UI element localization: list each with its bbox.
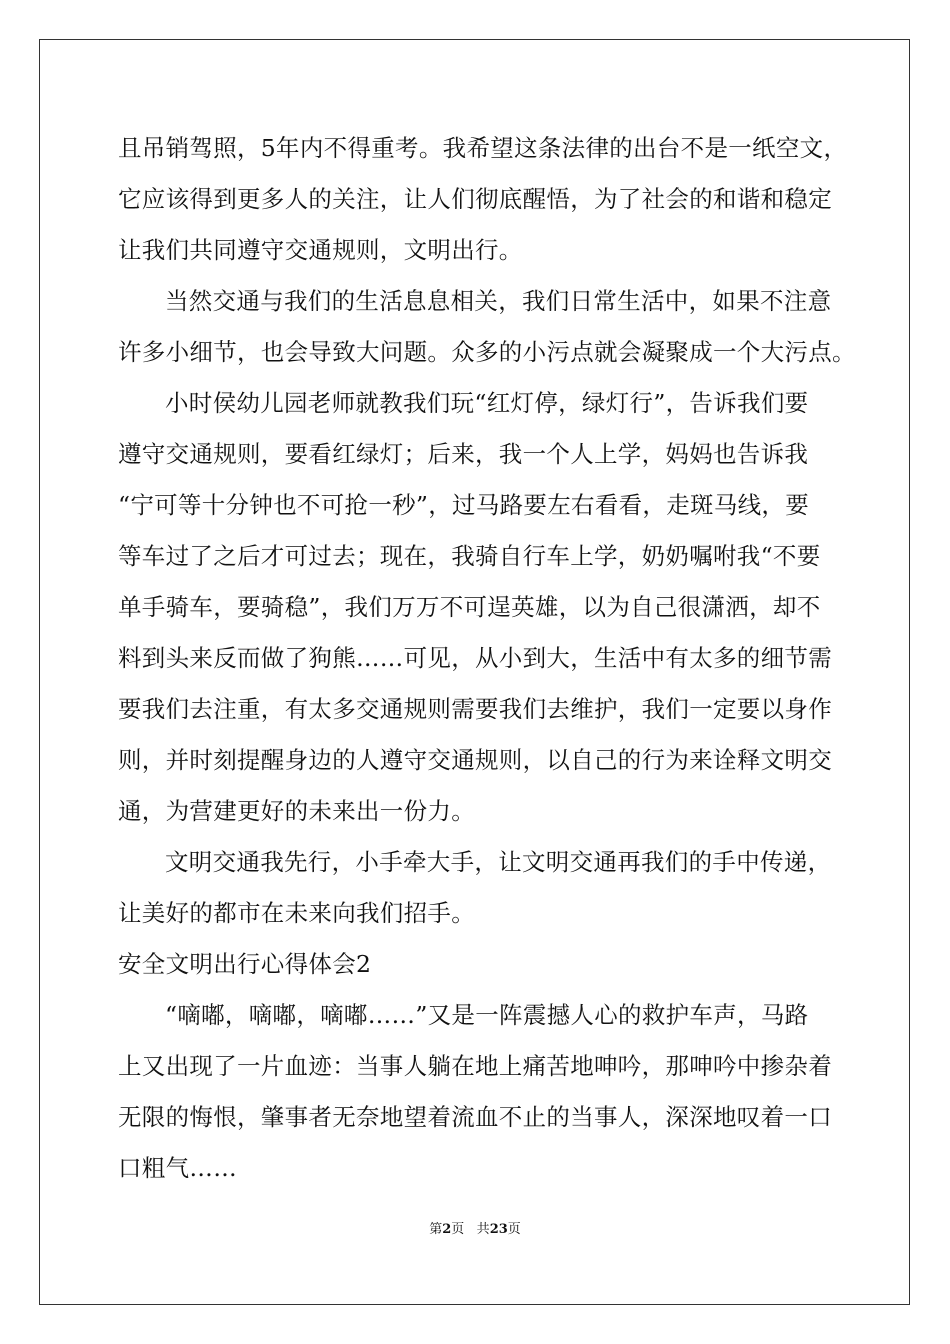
text-line: “嘀嘟，嘀嘟，嘀嘟……”又是一阵震撼人心的救护车声，马路 — [165, 1001, 809, 1029]
text-line: 上又出现了一片血迹：当事人躺在地上痛苦地呻吟，那呻吟中掺杂着 — [118, 1052, 832, 1080]
text-line: 它应该得到更多人的关注，让人们彻底醒悟，为了社会的和谐和稳定 — [118, 185, 832, 213]
text-line: 遵守交通规则，要看红绿灯；后来，我一个人上学，妈妈也告诉我 — [118, 440, 809, 468]
text-line: 许多小细节，也会导致大问题。众多的小污点就会凝聚成一个大污点。 — [118, 338, 856, 366]
text-line: “宁可等十分钟也不可抢一秒”，过马路要左右看看，走斑马线，要 — [118, 491, 810, 519]
text-line: 让我们共同遵守交通规则，文明出行。 — [118, 236, 523, 264]
text-line: 且吊销驾照，5年内不得重考。我希望这条法律的出台不是一纸空文， — [118, 134, 848, 162]
text-line: 等车过了之后才可过去；现在，我骑自行车上学，奶奶嘱咐我“不要 — [118, 542, 821, 570]
text-line: 单手骑车，要骑稳”，我们万万不可逞英雄，以为自己很潇洒，却不 — [118, 593, 821, 621]
footer-page-unit: 页 — [451, 1222, 465, 1237]
text-line: 小时侯幼儿园老师就教我们玩“红灯停，绿灯行”，告诉我们要 — [165, 389, 809, 417]
text-line: 要我们去注重，有太多交通规则需要我们去维护，我们一定要以身作 — [118, 695, 832, 723]
text-line: 当然交通与我们的生活息息相关，我们日常生活中，如果不注意 — [165, 287, 832, 315]
text-line: 通，为营建更好的未来出一份力。 — [118, 797, 475, 825]
footer-total-prefix: 共 — [476, 1222, 490, 1237]
text-line: 让美好的都市在未来向我们招手。 — [118, 899, 475, 927]
section-heading: 安全文明出行心得体会2 — [118, 950, 372, 978]
text-line: 口粗气…… — [118, 1154, 237, 1182]
page-number-footer — [0, 1222, 950, 1238]
current-page-number: 2 — [442, 1222, 452, 1237]
text-line: 料到头来反而做了狗熊……可见，从小到大，生活中有太多的细节需 — [118, 644, 832, 672]
text-line: 文明交通我先行，小手牵大手，让文明交通再我们的手中传递， — [165, 848, 832, 876]
text-line: 无限的悔恨，肇事者无奈地望着流血不止的当事人，深深地叹着一口 — [118, 1103, 832, 1131]
footer-prefix: 第 — [429, 1222, 443, 1237]
footer-total-unit: 页 — [507, 1222, 521, 1237]
text-line: 则，并时刻提醒身边的人遵守交通规则，以自己的行为来诠释文明交 — [118, 746, 832, 774]
total-page-count: 23 — [489, 1222, 508, 1237]
